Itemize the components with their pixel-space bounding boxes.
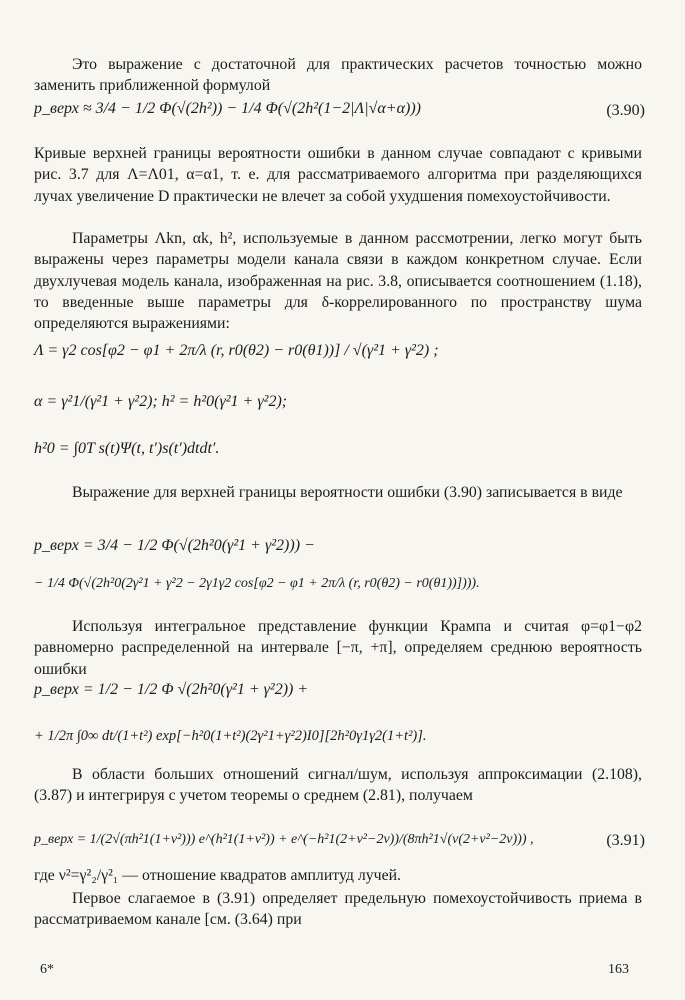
equation-number-3-91: (3.91) — [606, 832, 645, 849]
paragraph-nu-definition: где ν²=γ²₂/γ²₁ — отношение квадратов амплитуд лучей. — [34, 867, 401, 884]
equation-alpha-formula: α = γ²1/(γ²1 + γ²2); h² = h²0(γ²1 + γ²2); — [34, 393, 288, 410]
equation-pverh-line1-formula: p_верх = 3/4 − 1/2 Φ(√(2h²0(γ²1 + γ²2))) − — [34, 537, 315, 554]
paragraph-parameters: Параметры Λkn, αk, h², используемые в данном рассмотрении, легко могут быть выражены через параметры модели канала связи в каждом конкретном случае. Если двухлучевая модель канала, изображенная на рис. 3.8, описывается соотношением (1.18), то введенные выше параметры для δ-коррелированного по пространству шума определяются выражениями: — [34, 230, 642, 333]
paragraph-kramp: Используя интегральное представление функции Крампа и считая φ=φ1−φ2 равномерно распределенной на интервале [−π, +π], определяем среднюю вероятность ошибки — [34, 618, 642, 678]
equation-h0 — [34, 440, 219, 458]
equation-average-line2 — [34, 728, 427, 745]
equation-3-90-formula: p_верх ≈ 3/4 − 1/2 Φ(√(2h²)) − 1/4 Φ(√(2h²(1−2|Λ|√α+α))) — [34, 100, 421, 117]
paragraph-curves: Кривые верхней границы вероятности ошибки в данном случае совпадают с кривыми рис. 3.7 для Λ=Λ01, α=α1, т. е. для рассматриваемого алгоритма при разделяющихся лучах увеличение D практически не влечет за собой ухудшения помехоустойчивости. — [34, 145, 642, 205]
equation-average-line2-formula: + 1/2π ∫0∞ dt/(1+t²) exp[−h²0(1+t²)(2γ²1+γ²2)I0][2h²0γ1γ2(1+t²)]. — [34, 728, 427, 744]
paragraph-intro: Это выражение с достаточной для практических расчетов точностью можно заменить приближенной формулой — [34, 56, 642, 95]
equation-3-91-formula: p_верх = 1/(2√(πh²1(1+ν²))) e^(h²1(1+ν²)) + e^(−h²1(2+ν²−2ν))/(8πh²1√(ν(2+ν²−2ν))) , — [34, 832, 534, 847]
equation-lambda-formula: Λ = γ2 cos[φ2 − φ1 + 2π/λ (r, r0(θ2) − r0(θ1))] / √(γ²1 + γ²2) ; — [34, 342, 439, 359]
paragraph-snr: В области больших отношений сигнал/шум, используя аппроксимации (2.108), (3.87) и интегрируя с учетом теоремы о среднем (2.81), получаем — [34, 766, 642, 805]
equation-lambda — [34, 342, 439, 360]
equation-pverh-line2-formula: − 1/4 Φ(√(2h²0(2γ²1 + γ²2 − 2γ1γ2 cos[φ2 − φ1 + 2π/λ (r, r0(θ2) − r0(θ1))]))). — [34, 576, 480, 591]
page-number: 163 — [608, 962, 629, 977]
equation-3-90 — [34, 100, 421, 118]
paragraph-upper-bound: Выражение для верхней границы вероятности ошибки (3.90) записывается в виде — [72, 484, 623, 501]
equation-pverh-line1 — [34, 537, 315, 555]
equation-average-line1 — [34, 681, 308, 699]
equation-alpha — [34, 393, 287, 411]
paragraph-first-term: Первое слагаемое в (3.91) определяет предельную помехоустойчивость приема в рассматриваемом канале [см. (3.64) при — [34, 890, 642, 929]
equation-h0-formula: h²0 = ∫0T s(t)Ψ(t, t′)s(t′)dtdt′. — [34, 440, 220, 457]
signature-mark: 6* — [40, 962, 54, 977]
equation-3-91 — [34, 832, 533, 848]
equation-average-line1-formula: p_верх = 1/2 − 1/2 Φ √(2h²0(γ²1 + γ²2)) + — [34, 681, 309, 698]
equation-number-3-90: (3.90) — [606, 102, 645, 119]
equation-pverh-line2 — [34, 576, 480, 592]
